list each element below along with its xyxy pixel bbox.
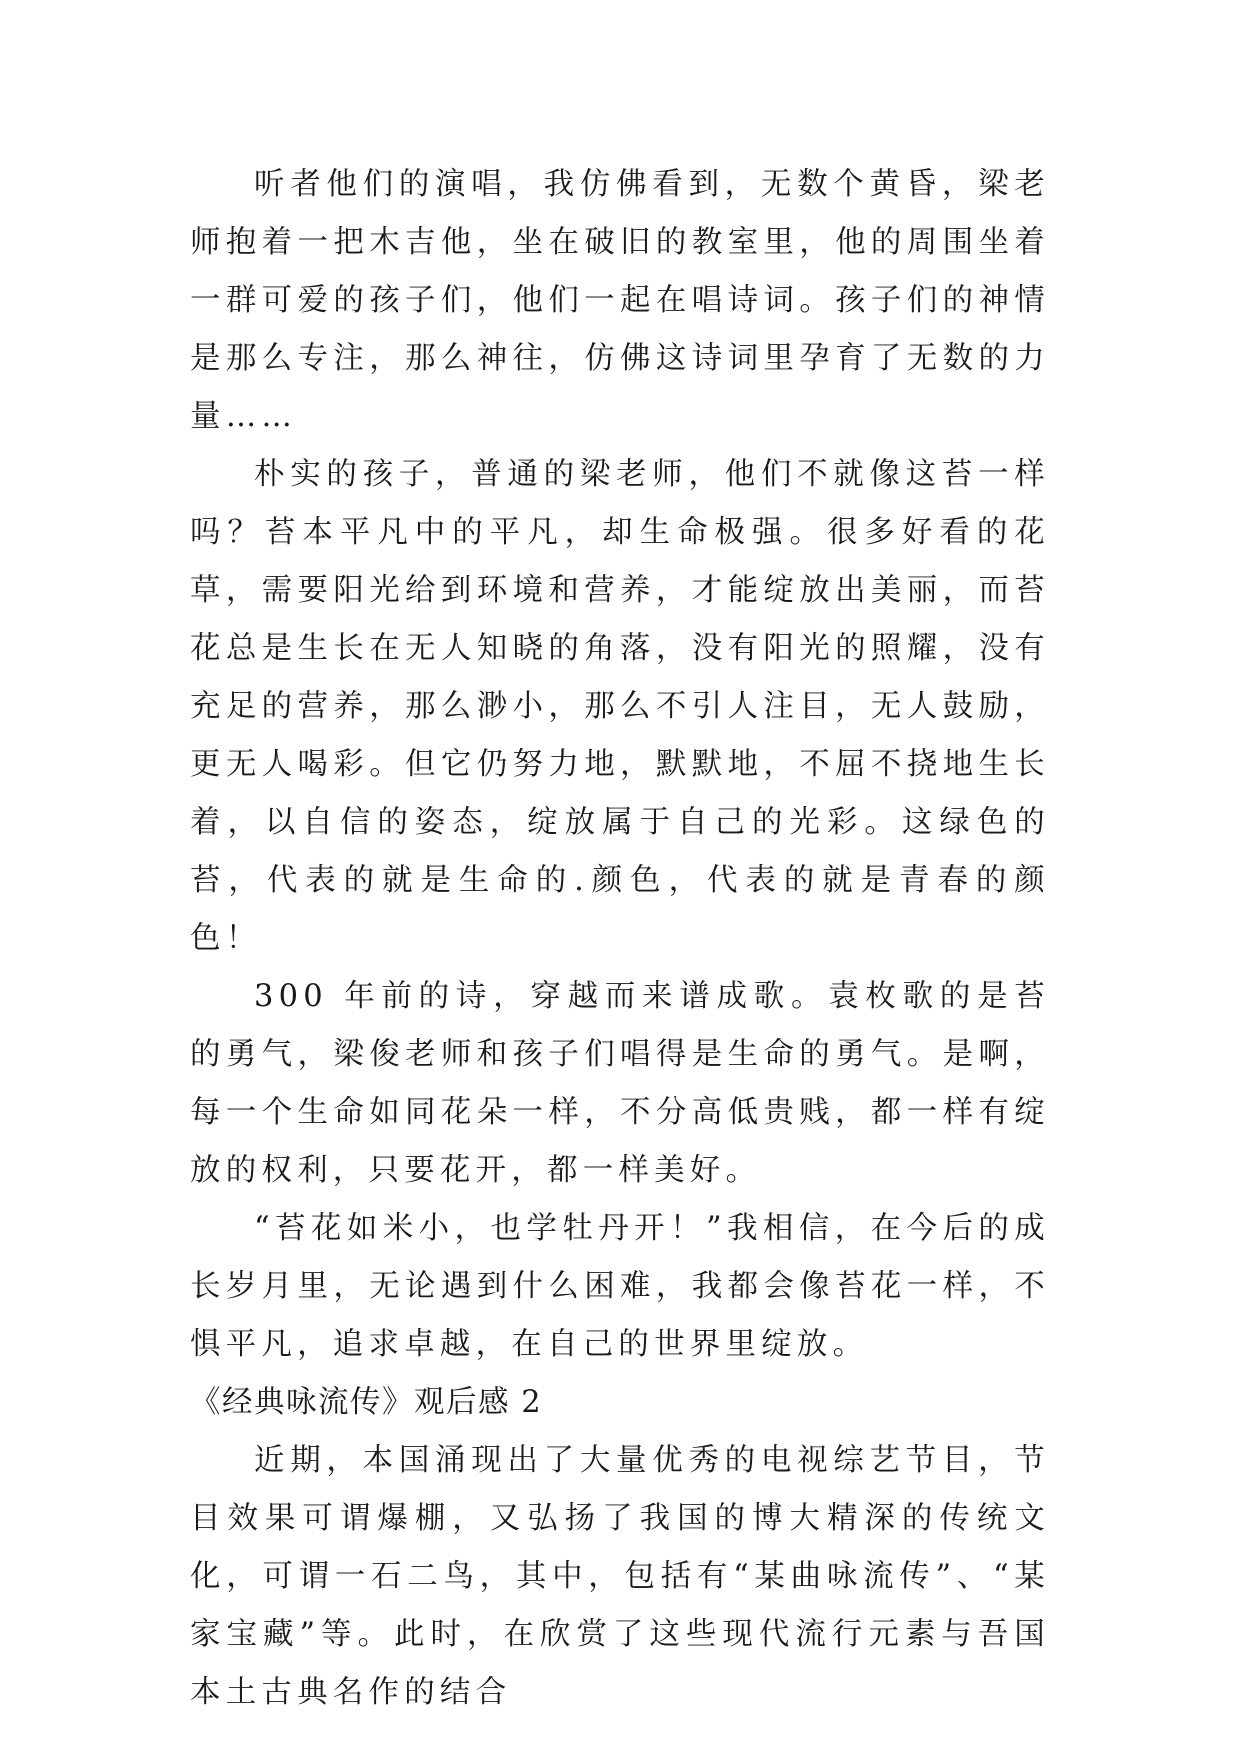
paragraph-2: 朴实的孩子，普通的梁老师，他们不就像这苔一样吗？苔本平凡中的平凡，却生命极强。很多好看的花草，需要阳光给到环境和营养，才能绽放出美丽，而苔花总是生长在无人知晓的角落，没有阳光的照耀，没有充足的营养，那么渺小，那么不引人注目，无人鼓励，更无人喝彩。但它仍努力地，默默地，不屈不挠地生长着，以自信的姿态，绽放属于自己的光彩。这绿色的苔，代表的就是生命的.颜色，代表的就是青春的颜色！ — [190, 457, 1050, 956]
section-title: 《经典咏流传》观后感 2 — [190, 1385, 543, 1420]
paragraph-4: “苔花如米小，也学牡丹开！”我相信，在今后的成长岁月里，无论遇到什么困难，我都会像苔花一样，不惧平凡，追求卓越，在自己的世界里绽放。 — [190, 1211, 1050, 1362]
document-body — [190, 156, 1050, 1722]
paragraph-1: 听者他们的演唱，我仿佛看到，无数个黄昏，梁老师抱着一把木吉他，坐在破旧的教室里，他的周围坐着一群可爱的孩子们，他们一起在唱诗词。孩子们的神情是那么专注，那么神往，仿佛这诗词里孕育了无数的力量…… — [190, 167, 1050, 434]
paragraph-3: 300 年前的诗，穿越而来谱成歌。袁枚歌的是苔的勇气，梁俊老师和孩子们唱得是生命的勇气。是啊，每一个生命如同花朵一样，不分高低贵贱，都一样有绽放的权利，只要花开，都一样美好。 — [190, 979, 1050, 1188]
paragraph-5: 近期，本国涌现出了大量优秀的电视综艺节目，节目效果可谓爆棚，又弘扬了我国的博大精深的传统文化，可谓一石二鸟，其中，包括有“某曲咏流传”、“某家宝藏”等。此时，在欣赏了这些现代流行元素与吾国本土古典名作的结合 — [190, 1443, 1050, 1710]
